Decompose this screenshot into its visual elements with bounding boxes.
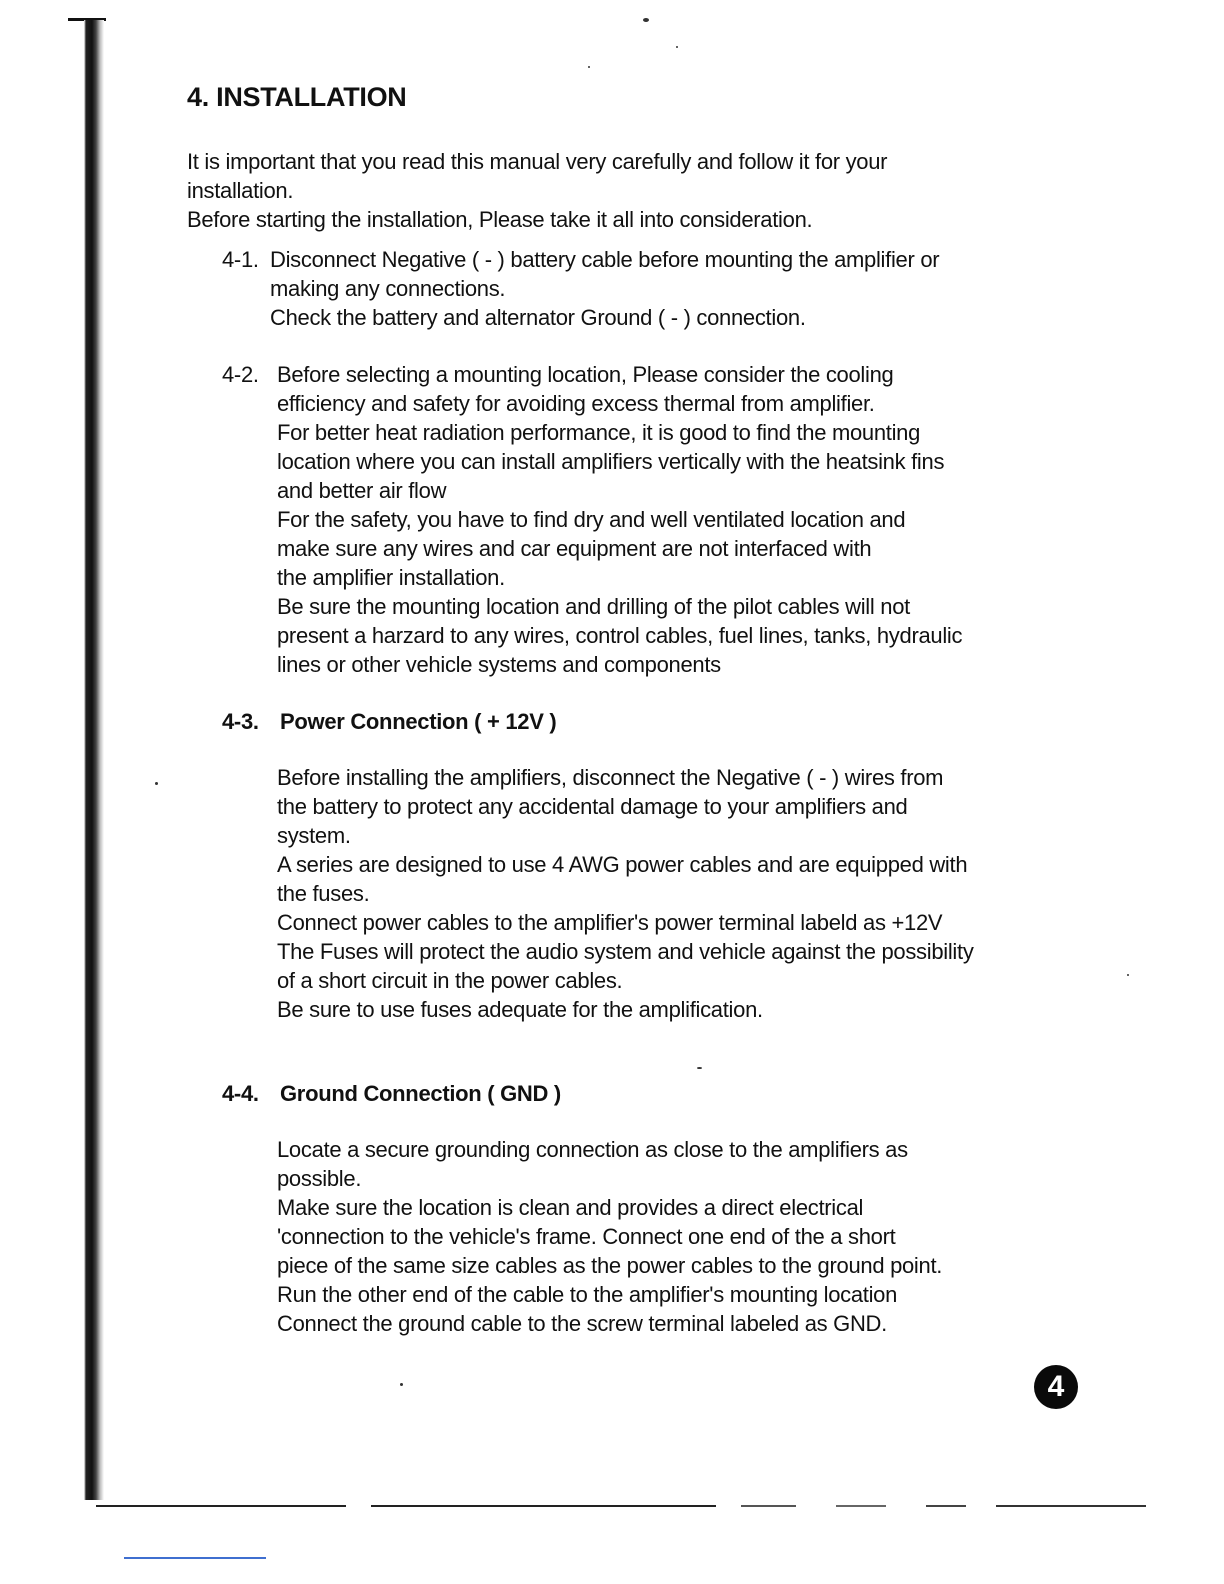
section-line: Connect the ground cable to the screw terminal labeled as GND. [277, 1311, 887, 1336]
section-line: lines or other vehicle systems and components [277, 652, 721, 677]
section-4-3 [222, 707, 1087, 1024]
section-line: Run the other end of the cable to the amplifier's mounting location [277, 1282, 898, 1307]
intro-paragraph [187, 147, 1087, 234]
section-number: 4-4. [222, 1081, 259, 1106]
intro-line: installation. [187, 178, 294, 203]
scan-speck [588, 66, 590, 68]
scan-speck [643, 18, 649, 22]
section-line: Before installing the amplifiers, disconnect the Negative ( - ) wires from [277, 765, 944, 790]
section-line: 'connection to the vehicle's frame. Connect one end of the a short [277, 1224, 896, 1249]
section-line: Be sure the mounting location and drilling of the pilot cables will not [277, 594, 910, 619]
section-line: the battery to protect any accidental damage to your amplifiers and [277, 794, 908, 819]
section-4-4 [222, 1079, 1087, 1338]
section-line: efficiency and safety for avoiding excess thermal from amplifier. [277, 391, 875, 416]
section-4-1 [222, 245, 1087, 332]
bottom-rule [96, 1505, 1146, 1507]
section-line: Locate a secure grounding connection as close to the amplifiers as [277, 1137, 908, 1162]
intro-line: It is important that you read this manual very carefully and follow it for your [187, 149, 888, 174]
scan-speck [676, 46, 678, 48]
section-line: The Fuses will protect the audio system and vehicle against the possibility [277, 939, 974, 964]
section-line: the amplifier installation. [277, 565, 505, 590]
section-heading: Ground Connection ( GND ) [280, 1081, 561, 1106]
page-number-badge: 4 [1034, 1365, 1078, 1409]
section-line: and better air flow [277, 478, 447, 503]
scan-speck [155, 782, 158, 785]
section-line: Connect power cables to the amplifier's power terminal labeld as +12V [277, 910, 943, 935]
section-4-2 [222, 360, 1087, 679]
section-line: Before selecting a mounting location, Please consider the cooling [277, 362, 894, 387]
footer-link-rule [124, 1557, 266, 1559]
section-line: Make sure the location is clean and provides a direct electrical [277, 1195, 864, 1220]
scan-speck [400, 1383, 403, 1386]
section-line: A series are designed to use 4 AWG power cables and are equipped with [277, 852, 968, 877]
section-line: Disconnect Negative ( - ) battery cable before mounting the amplifier or [270, 247, 940, 272]
section-line: Check the battery and alternator Ground ( - ) connection. [270, 305, 806, 330]
section-number: 4-2. [222, 362, 259, 387]
section-line: location where you can install amplifiers vertically with the heatsink fins [277, 449, 945, 474]
section-line: of a short circuit in the power cables. [277, 968, 623, 993]
section-number: 4-1. [222, 247, 259, 272]
section-line: make sure any wires and car equipment are not interfaced with [277, 536, 872, 561]
section-line: system. [277, 823, 351, 848]
section-line: possible. [277, 1166, 362, 1191]
section-line: Be sure to use fuses adequate for the amplification. [277, 997, 763, 1022]
intro-line: Before starting the installation, Please take it all into consideration. [187, 207, 813, 232]
page-title: 4. INSTALLATION [187, 82, 407, 112]
document-page [187, 82, 1087, 1338]
section-number: 4-3. [222, 709, 259, 734]
section-line: For the safety, you have to find dry and well ventilated location and [277, 507, 906, 532]
binding-edge [84, 20, 104, 1500]
section-line: the fuses. [277, 881, 370, 906]
section-heading: Power Connection ( + 12V ) [280, 709, 557, 734]
section-line: piece of the same size cables as the power cables to the ground point. [277, 1253, 943, 1278]
section-line: For better heat radiation performance, it is good to find the mounting [277, 420, 921, 445]
section-line: present a harzard to any wires, control cables, fuel lines, tanks, hydraulic [277, 623, 963, 648]
section-line: making any connections. [270, 276, 506, 301]
scan-speck [1127, 974, 1129, 976]
